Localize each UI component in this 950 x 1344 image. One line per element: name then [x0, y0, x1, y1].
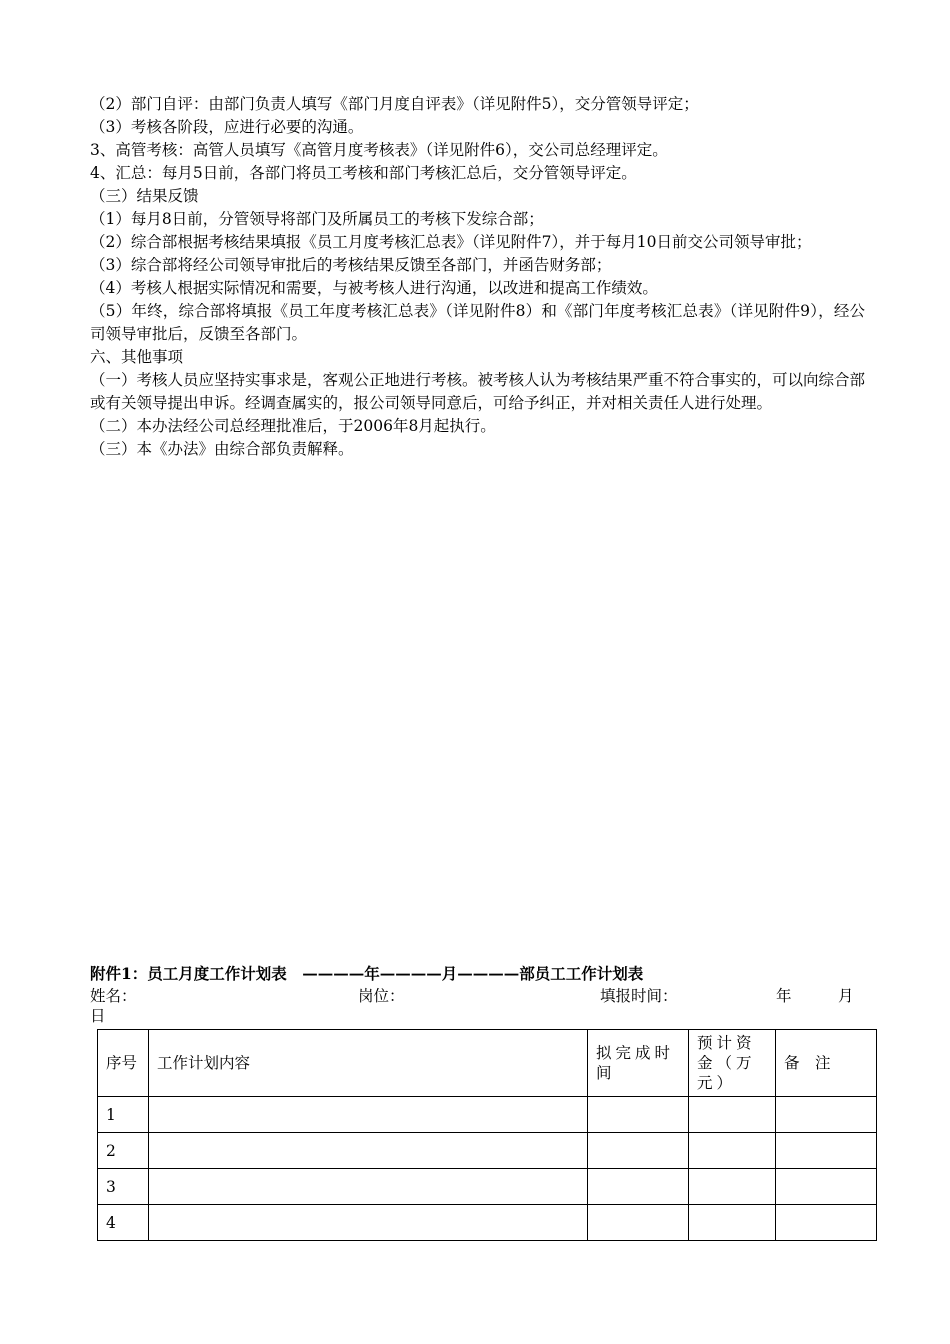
header-seq: 序号 [98, 1030, 149, 1097]
paragraph: （2）部门自评：由部门负责人填写《部门月度自评表》（详见附件5），交分管领导评定； [90, 95, 699, 113]
table-row [98, 1097, 877, 1133]
paragraph: （1）每月8日前，分管领导将部门及所属员工的考核下发综合部； [90, 210, 544, 228]
deadline-cell[interactable] [588, 1205, 689, 1241]
paragraph: （2）综合部根据考核结果填报《员工月度考核汇总表》（详见附件7），并于每月10日前交公司领导审批； [90, 233, 812, 251]
form-meta-line [90, 985, 865, 1007]
budget-cell[interactable] [689, 1169, 776, 1205]
budget-cell[interactable] [689, 1133, 776, 1169]
header-content: 工作计划内容 [149, 1030, 588, 1097]
body-text [90, 93, 865, 461]
content-cell[interactable] [149, 1205, 588, 1241]
remarks-cell[interactable] [776, 1133, 877, 1169]
paragraph: 3、高管考核：高管人员填写《高管月度考核表》（详见附件6），交公司总经理评定。 [90, 141, 668, 159]
table-header-row [98, 1030, 877, 1097]
post-label: 岗位： [358, 987, 405, 1005]
content-cell[interactable] [149, 1169, 588, 1205]
month-label: 月 [838, 987, 854, 1005]
header-budget: 预计资金（万元） [689, 1030, 776, 1097]
year-label: 年 [776, 987, 792, 1005]
paragraph: （4）考核人根据实际情况和需要，与被考核人进行沟通，以改进和提高工作绩效。 [90, 279, 658, 297]
paragraph: （3）考核各阶段，应进行必要的沟通。 [90, 118, 364, 136]
header-remarks: 备 注 [776, 1030, 877, 1097]
section-heading: 六、其他事项 [90, 348, 184, 366]
deadline-cell[interactable] [588, 1133, 689, 1169]
deadline-cell[interactable] [588, 1097, 689, 1133]
day-label: 日 [90, 1007, 106, 1025]
content-cell[interactable] [149, 1097, 588, 1133]
row-number: 2 [98, 1133, 149, 1169]
remarks-cell[interactable] [776, 1169, 877, 1205]
fill-time-label: 填报时间： [600, 987, 678, 1005]
row-number: 4 [98, 1205, 149, 1241]
attachment-header [90, 963, 865, 1025]
remarks-cell[interactable] [776, 1097, 877, 1133]
table-row [98, 1205, 877, 1241]
budget-cell[interactable] [689, 1097, 776, 1133]
row-number: 3 [98, 1169, 149, 1205]
paragraph: （5）年终，综合部将填报《员工年度考核汇总表》（详见附件8）和《部门年度考核汇总表》（详见附件9），经公司领导审批后，反馈至各部门。 [90, 302, 865, 343]
row-number: 1 [98, 1097, 149, 1133]
paragraph: 4、汇总：每月5日前，各部门将员工考核和部门考核汇总后，交分管领导评定。 [90, 164, 637, 182]
table-row [98, 1133, 877, 1169]
remarks-cell[interactable] [776, 1205, 877, 1241]
budget-cell[interactable] [689, 1205, 776, 1241]
name-label: 姓名： [90, 987, 137, 1005]
header-deadline: 拟完成时间 [588, 1030, 689, 1097]
work-plan-table [97, 1029, 877, 1241]
table-row [98, 1169, 877, 1205]
section-heading: （三）结果反馈 [90, 187, 199, 205]
paragraph: （二）本办法经公司总经理批准后，于2006年8月起执行。 [90, 417, 496, 435]
deadline-cell[interactable] [588, 1169, 689, 1205]
content-cell[interactable] [149, 1133, 588, 1169]
paragraph: （3）综合部将经公司领导审批后的考核结果反馈至各部门，并函告财务部； [90, 256, 612, 274]
paragraph: （一）考核人员应坚持实事求是，客观公正地进行考核。被考核人认为考核结果严重不符合事实的，可以向综合部或有关领导提出申诉。经调查属实的，报公司领导同意后，可给予纠正，并对相关责任人进行处理。 [90, 371, 866, 412]
paragraph: （三）本《办法》由综合部负责解释。 [90, 440, 354, 458]
attachment-title: 附件1：员工月度工作计划表 ————年————月————部员工工作计划表 [90, 964, 644, 983]
